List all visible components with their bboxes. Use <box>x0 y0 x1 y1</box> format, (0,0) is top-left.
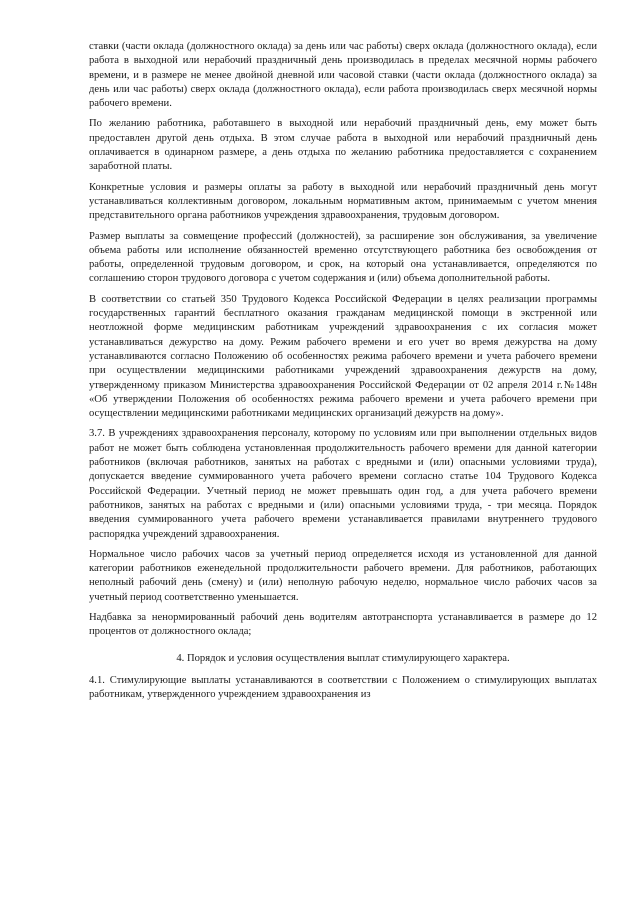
paragraph-home-duty: В соответствии со статьей 350 Трудового Кодекса Российской Федерации в целях реализации программы государственных гарантий бесплатного оказания гражданам медицинской помощи в экстренной или неотложной форме медицинским работникам учреждений здравоохранения с их согласия может устанавливаться дежурство на дому. Режим рабочего времени и его учет во время дежурства на дому устанавливаются согласно Положению об особенностях режима рабочего времени и учета рабочего времени при осуществлении медицинскими работниками учреждений здравоохранения дежурств на дому, утвержденному приказом Министерства здравоохранения Российской Федерации от 02 апреля 2014 г.№148н «Об утверждении Положения об особенностях режима рабочего времени и учета рабочего времени при осуществлении медицинскими работниками медицинских организаций дежурств на дому». <box>89 293 597 420</box>
paragraph-driver-allowance: Надбавка за ненормированный рабочий день водителям автотранспорта устанавливается в размере до 12 процентов от должностного оклада; <box>89 611 597 638</box>
section-heading-4: 4. Порядок и условия осуществления выплат стимулирующего характера. <box>176 652 510 664</box>
paragraph-day-off: По желанию работника, работавшего в выходной или нерабочий праздничный день, ему может быть предоставлен другой день отдыха. В этом случае работа в выходной или нерабочий праздничный день оплачивается в одинарном размере, а день отдыха по желанию работника предоставляется с сохранением заработной платы. <box>89 118 597 173</box>
paragraph-normal-hours: Нормальное число рабочих часов за учетный период определяется исходя из установленной для данной категории работников еженедельной продолжительности рабочего времени. Для работников, работающих неполный рабочий день (смену) и (или) неполную рабочую неделю, нормальное число рабочих часов за учетный период соответственно уменьшается. <box>89 548 597 603</box>
paragraph-3-7-summarized-accounting: 3.7. В учреждениях здравоохранения персоналу, которому по условиям или при выполнении отдельных видов работ не может быть соблюдена установленная продолжительность рабочего времени для данной категории работников (включая работников, занятых на работах с вредными и (или) опасными условиями труда), допускается введение суммированного учета рабочего времени согласно статье 104 Трудового Кодекса Российской Федерации. Учетный период не может превышать один год, а для учета рабочего времени работников, занятых на работах с вредными и (или) опасными условиями труда, - три месяца. Порядок введения суммированного учета рабочего времени устанавливается правилами внутреннего трудового распорядка учреждений здравоохранения. <box>89 428 597 540</box>
paragraph-specific-conditions: Конкретные условия и размеры оплаты за работу в выходной или нерабочий праздничный день могут устанавливаться коллективным договором, локальным нормативным актом, принимаемым с учетом мнения представительного органа работников учреждения здравоохранения, трудовым договором. <box>89 181 597 222</box>
paragraph-4-1-incentive-payments: 4.1. Стимулирующие выплаты устанавливаются в соответствии с Положением о стимулирующих выплатах работникам, утвержденного учреждением здравоохранения из <box>89 674 597 701</box>
paragraph-overtime-pay: ставки (части оклада (должностного оклада) за день или час работы) сверх оклада (должностного оклада), если работа в выходной или нерабочий праздничный день производилась в пределах месячной нормы рабочего времени, и в размере не менее двойной дневной или часовой ставки (части оклада (должностного оклада) за день или час работы) сверх оклада (должностного оклада), если работа производилась сверх месячной нормы рабочего времени. <box>89 41 597 110</box>
document-page <box>89 40 597 708</box>
paragraph-combining-professions: Размер выплаты за совмещение профессий (должностей), за расширение зон обслуживания, за увеличение объема работы или исполнение обязанностей временно отсутствующего работника без освобождения от работы, определенной трудовым договором, и срок, на который она устанавливается, определяются по соглашению сторон трудового договора с учетом содержания и (или) объема дополнительной работы. <box>89 230 597 285</box>
